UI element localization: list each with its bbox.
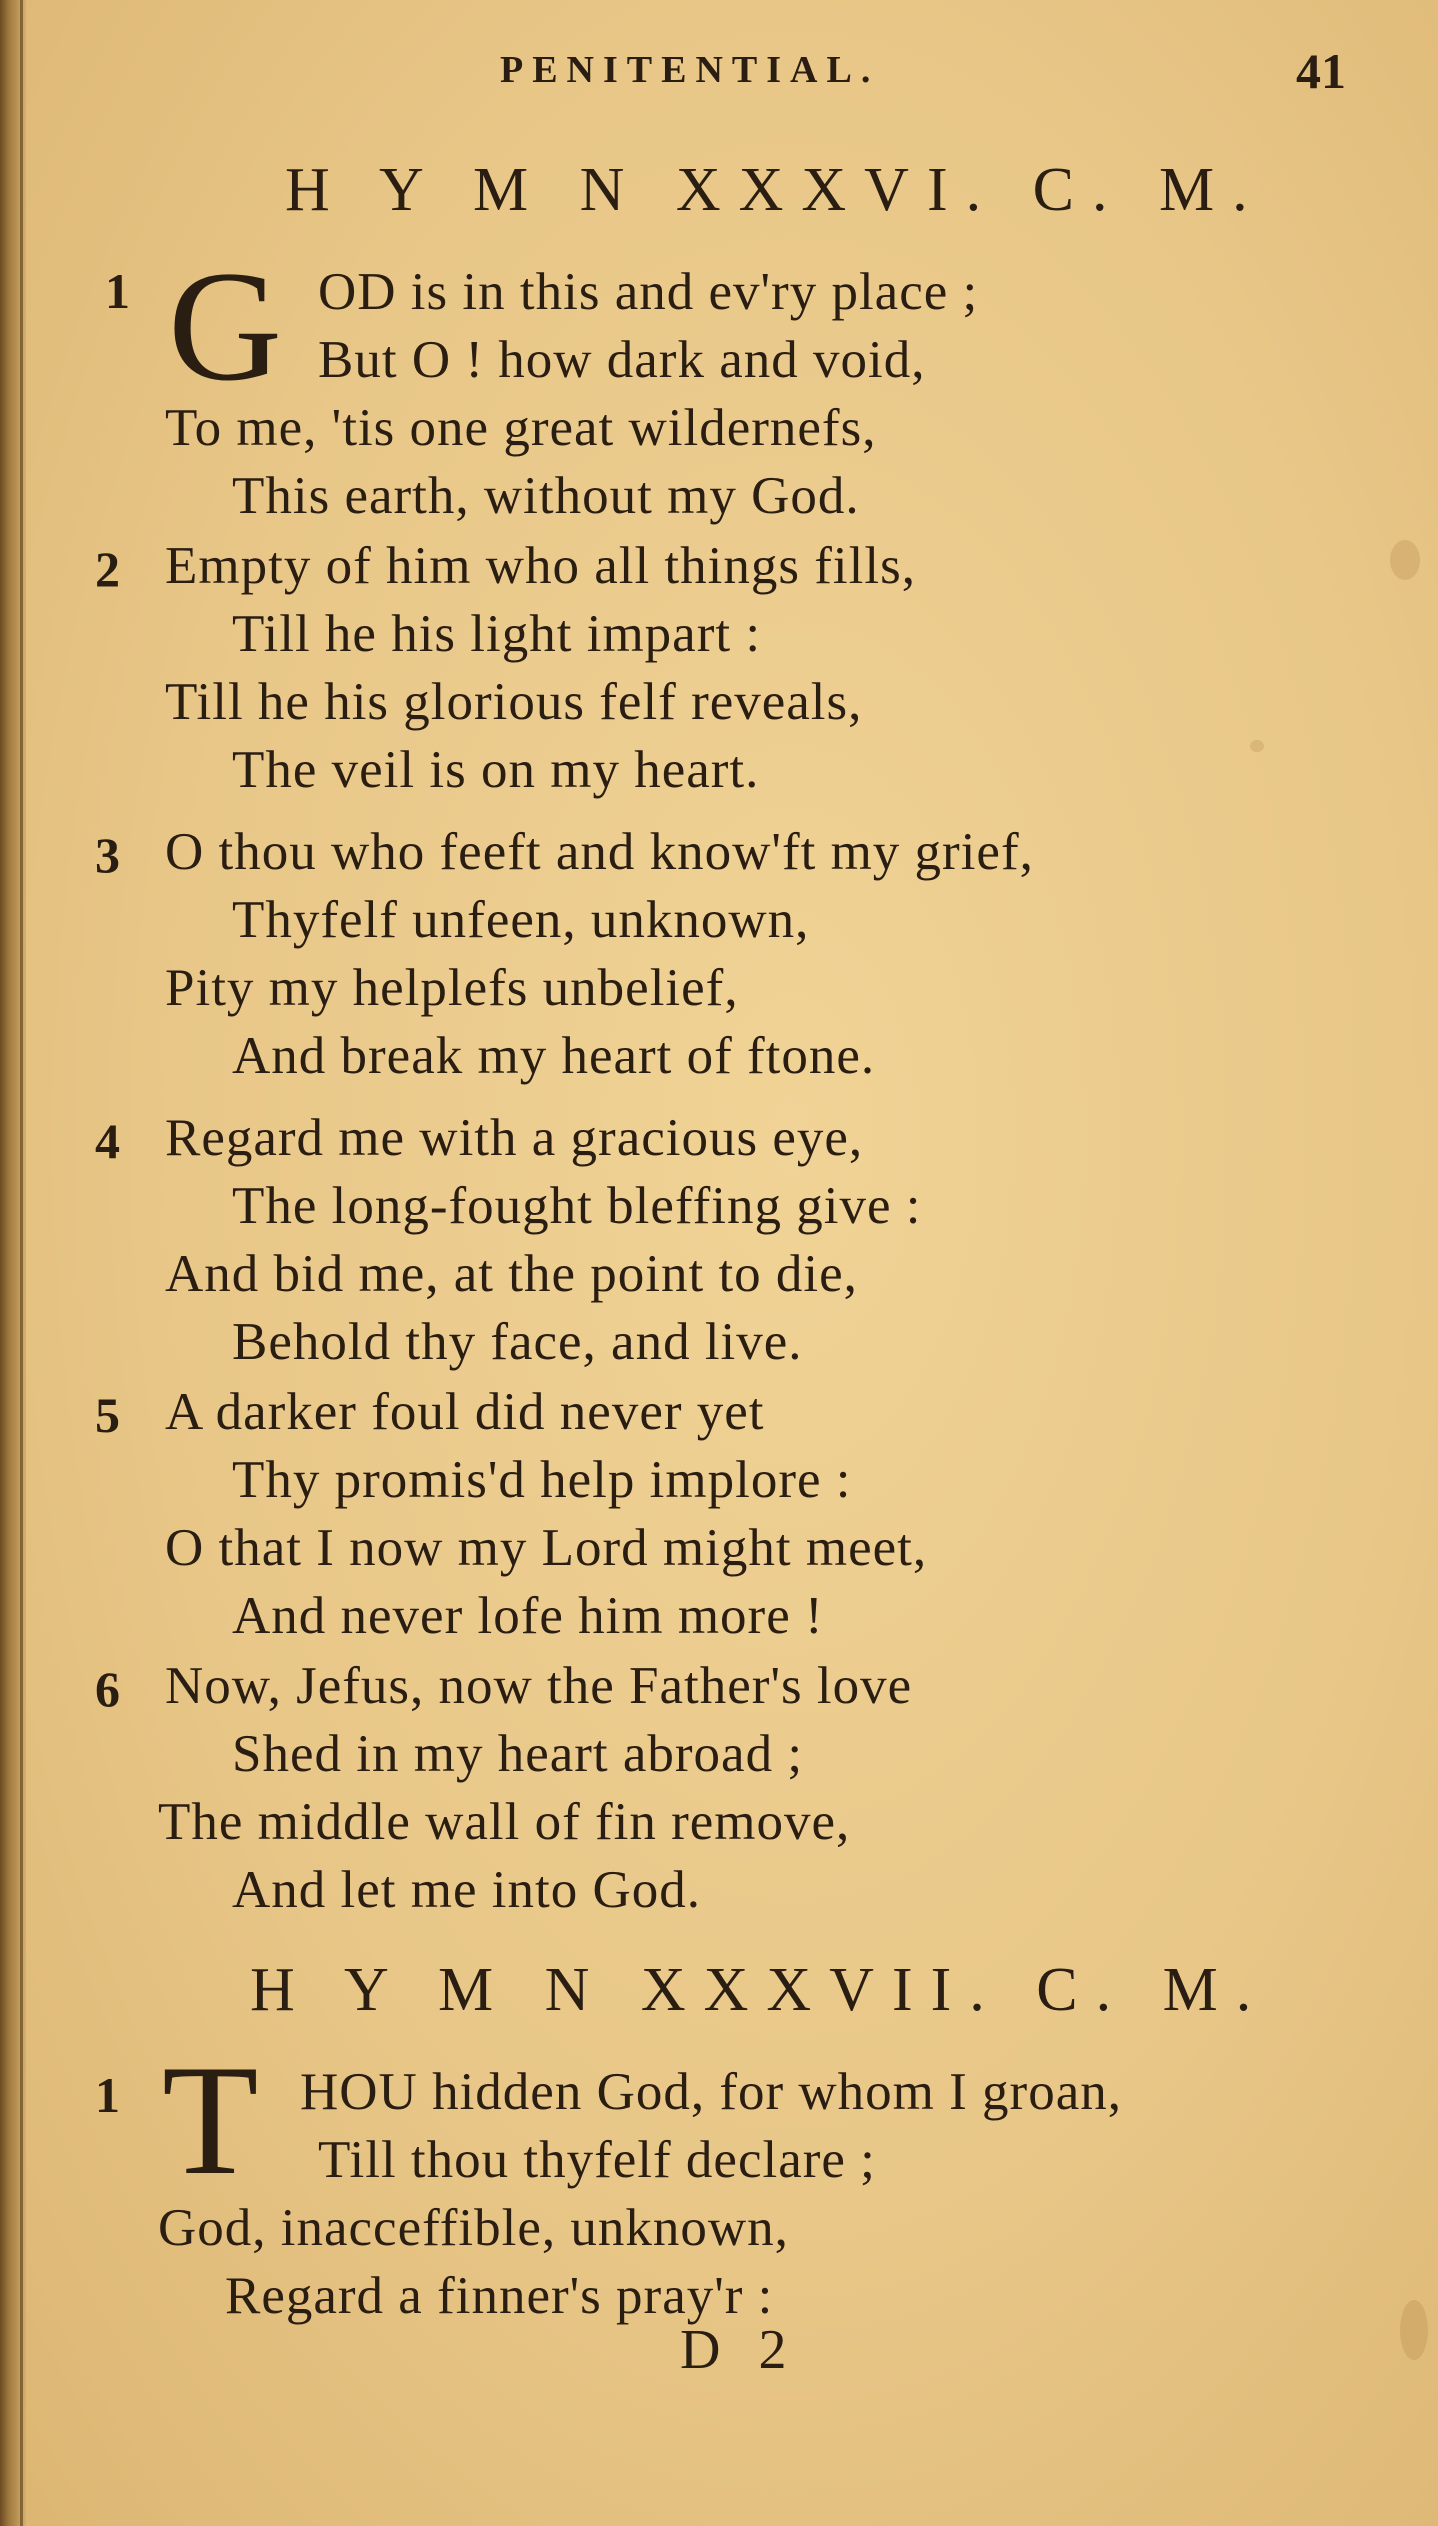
- verse-line: Thyfelf unfeen, unknown,: [232, 891, 810, 949]
- verse-line: God, inacceffible, unknown,: [158, 2199, 789, 2257]
- verse-line: Empty of him who all things fills,: [165, 537, 916, 595]
- drop-cap: G: [168, 239, 283, 414]
- stanza-number: 3: [95, 827, 120, 883]
- verse-line: Now, Jefus, now the Father's love: [165, 1657, 913, 1715]
- verse-line: The long-fought bleffing give :: [232, 1177, 922, 1235]
- running-head: [0, 43, 1438, 108]
- verse-line: This earth, without my God.: [232, 467, 860, 525]
- verse-line: The middle wall of fin remove,: [158, 1793, 851, 1851]
- verse-line: Shed in my heart abroad ;: [232, 1725, 804, 1783]
- stanza-number: 4: [95, 1113, 120, 1169]
- stanza-number: 1: [105, 263, 130, 319]
- verse-line: OD is in this and ev'ry place ;: [318, 263, 979, 321]
- stanza-number: 5: [95, 1387, 120, 1443]
- verse-line: And let me into God.: [232, 1861, 701, 1919]
- verse-line: To me, 'tis one great wildernefs,: [165, 399, 877, 457]
- signature-mark: D 2: [680, 2319, 799, 2381]
- verse-line: The veil is on my heart.: [232, 741, 760, 799]
- page-number: 41: [1296, 43, 1346, 99]
- verse-line: Till thou thyfelf declare ;: [318, 2131, 876, 2189]
- verse-line: O that I now my Lord might meet,: [165, 1519, 928, 1577]
- foxing-stain: [1250, 740, 1264, 752]
- foxing-stain: [1390, 540, 1420, 580]
- verse-line: Till he his light impart :: [232, 605, 762, 663]
- verse-line: But O ! how dark and void,: [318, 331, 926, 389]
- hymn-heading: H Y M N XXXVII. C. M.: [250, 1956, 1270, 2024]
- verse-line: A darker foul did never yet: [165, 1383, 765, 1441]
- verse-line: O thou who feeft and know'ft my grief,: [165, 823, 1034, 881]
- verse-line: And bid me, at the point to die,: [165, 1245, 858, 1303]
- stanza-number: 2: [95, 541, 120, 597]
- verse-line: HOU hidden God, for whom I groan,: [300, 2063, 1122, 2121]
- drop-cap: T: [162, 2033, 259, 2208]
- running-title: PENITENTIAL.: [500, 49, 880, 91]
- stanza-number: 1: [95, 2067, 120, 2123]
- gutter-shadow: [20, 0, 23, 2526]
- stanza-number: 6: [95, 1661, 120, 1717]
- verse-line: Pity my helplefs unbelief,: [165, 959, 739, 1017]
- verse-line: Regard a finner's pray'r :: [225, 2267, 774, 2325]
- verse-line: And never lofe him more !: [232, 1587, 824, 1645]
- verse-line: Thy promis'd help implore :: [232, 1451, 852, 1509]
- hymn-heading: H Y M N XXXVI. C. M.: [285, 156, 1266, 224]
- verse-line: Behold thy face, and live.: [232, 1313, 803, 1371]
- verse-line: Regard me with a gracious eye,: [165, 1109, 864, 1167]
- verse-line: Till he his glorious felf reveals,: [165, 673, 863, 731]
- verse-line: And break my heart of ftone.: [232, 1027, 876, 1085]
- foxing-stain: [1400, 2300, 1428, 2360]
